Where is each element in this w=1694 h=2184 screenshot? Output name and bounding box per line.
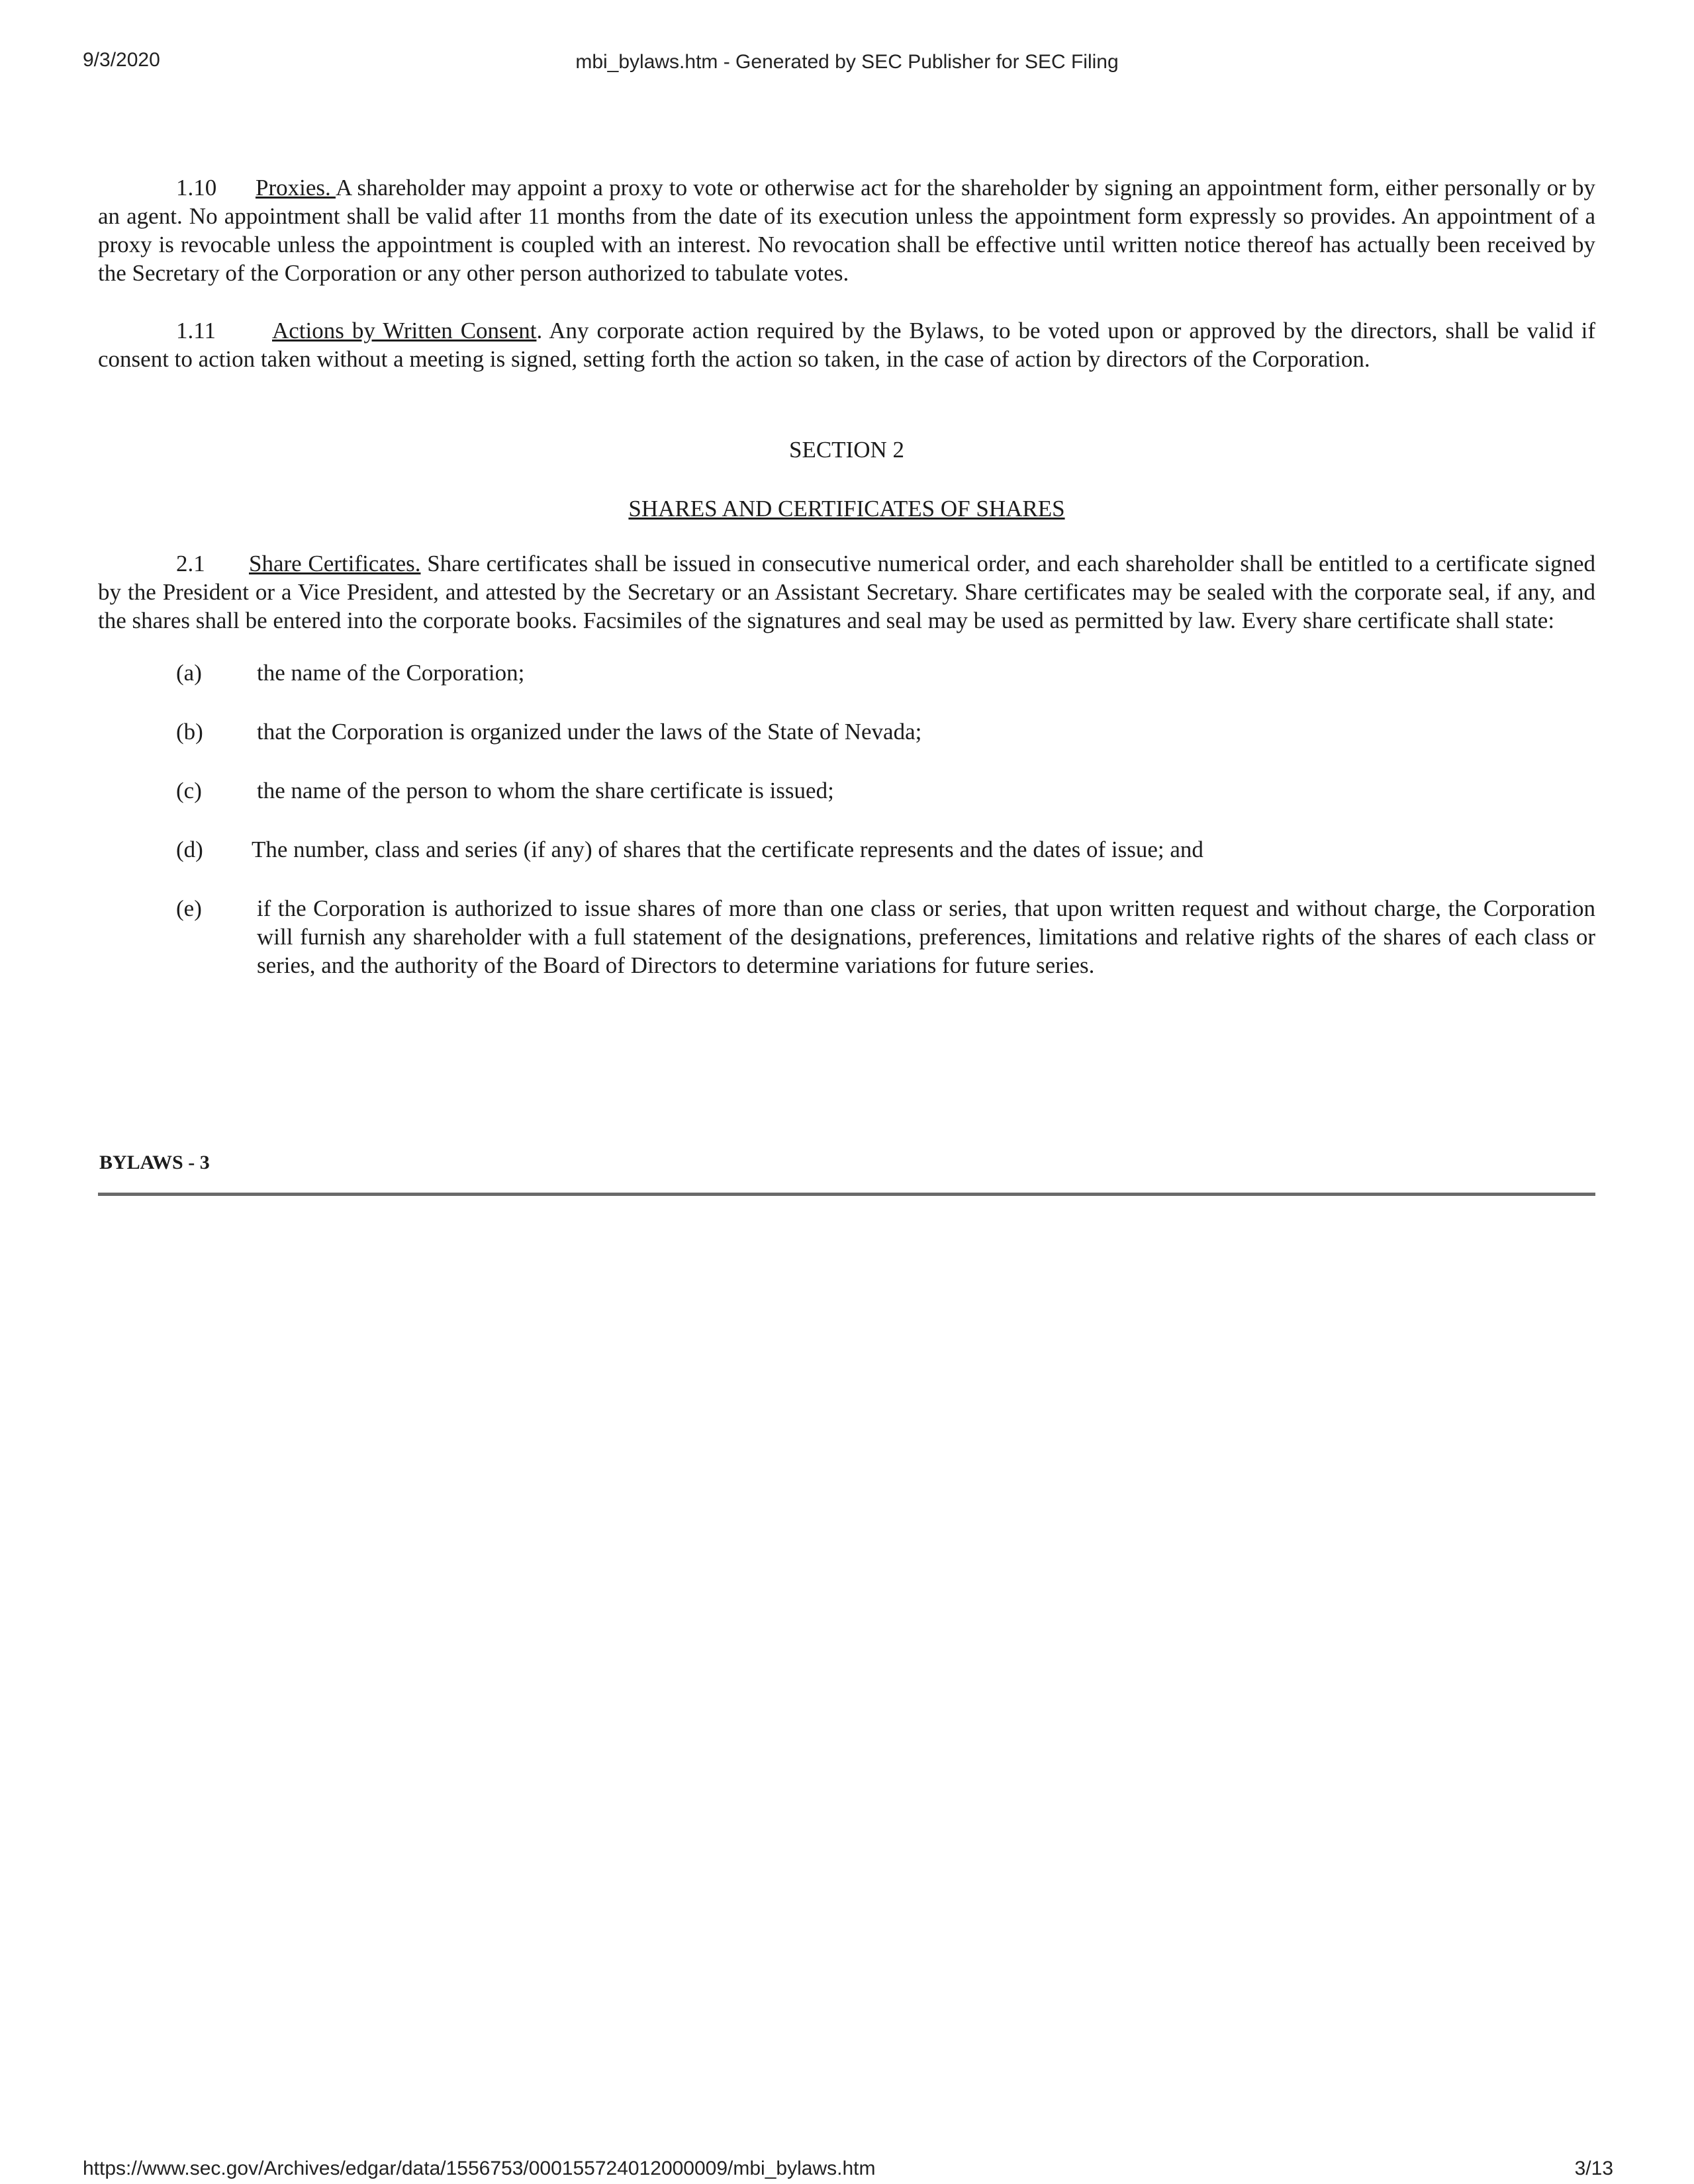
print-page-number: 3/13 bbox=[1574, 2158, 1613, 2179]
section-number: 1.10 bbox=[176, 175, 217, 201]
list-item bbox=[98, 659, 1595, 687]
section-text: A shareholder may appoint a proxy to vote or otherwise act for the shareholder by signing an appointment form, either personally or by an agent. No appointment shall be valid after 11 months from the date of its execution unless the appointment form expressly so provides. An appointment of a proxy is revocable unless the appointment is coupled with an interest. No revocation shall be effective until written notice thereof has actually been received by the Secretary of the Corporation or any other person authorized to tabulate votes. bbox=[98, 175, 1595, 286]
list-item-label: (d) bbox=[176, 837, 203, 862]
list-item-label: (a) bbox=[176, 660, 202, 686]
list-item-text: that the Corporation is organized under the laws of the State of Nevada; bbox=[257, 719, 922, 745]
list-item-text: the name of the person to whom the share certificate is issued; bbox=[257, 778, 834, 803]
list-item-text: if the Corporation is authorized to issue shares of more than one class or series, that upon written request and without charge, the Corporation will furnish any shareholder with a full statement of the designations, preferences, limitations and relative rights of the shares of each class or series, and the authority of the Board of Directors to determine variations for future series. bbox=[257, 895, 1595, 978]
section-number: 1.11 bbox=[176, 318, 216, 343]
list-item-label: (e) bbox=[176, 895, 202, 921]
print-title: mbi_bylaws.htm - Generated by SEC Publisher for SEC Filing bbox=[575, 51, 1119, 73]
list-item-label: (c) bbox=[176, 778, 202, 803]
list-item-label: (b) bbox=[176, 719, 203, 745]
section-number: 2.1 bbox=[176, 551, 205, 576]
print-url: https://www.sec.gov/Archives/edgar/data/1556753/000155724012000009/mbi_bylaws.htm bbox=[83, 2158, 876, 2179]
list-item bbox=[98, 894, 1595, 979]
list-item-text: The number, class and series (if any) of shares that the certificate represents and the dates of issue; and bbox=[252, 837, 1203, 862]
section-heading: Actions by Written Consent bbox=[272, 318, 537, 343]
paragraph-2-1 bbox=[98, 549, 1595, 635]
list-item bbox=[98, 717, 1595, 746]
section-2-title: SHARES AND CERTIFICATES OF SHARES bbox=[628, 496, 1065, 522]
paragraph-1-10 bbox=[98, 173, 1595, 287]
document-body bbox=[98, 173, 1595, 979]
section-text: Share certificates shall be issued in consecutive numerical order, and each shareholder shall be entitled to a certificate signed by the President or a Vice President, and attested by the Secretary or an Assistant Secretary. Share certificates may be sealed with the corporate seal, if any, and the shares shall be entered into the corporate books. Facsimiles of the signatures and seal may be used as permitted by law. Every share certificate shall state: bbox=[98, 551, 1595, 633]
section-2-label: SECTION 2 bbox=[788, 437, 905, 463]
print-date: 9/3/2020 bbox=[83, 49, 160, 71]
page-footer-label: BYLAWS - 3 bbox=[99, 1152, 210, 1173]
list-item bbox=[98, 835, 1595, 864]
footer-divider bbox=[98, 1193, 1595, 1196]
list-item-text: the name of the Corporation; bbox=[257, 660, 525, 686]
paragraph-1-11 bbox=[98, 316, 1595, 373]
section-heading: Share Certificates. bbox=[249, 551, 421, 576]
print-header bbox=[0, 41, 1694, 74]
section-heading: Proxies. bbox=[256, 175, 336, 201]
print-footer bbox=[0, 2158, 1694, 2184]
list-item bbox=[98, 776, 1595, 805]
certificate-requirements-list bbox=[98, 659, 1595, 979]
section-text: . Any corporate action required by the Bylaws, to be voted upon or approved by the directors, shall be valid if consent to action taken without a meeting is signed, setting forth the action so taken, in the case of action by directors of the Corporation. bbox=[98, 318, 1595, 372]
